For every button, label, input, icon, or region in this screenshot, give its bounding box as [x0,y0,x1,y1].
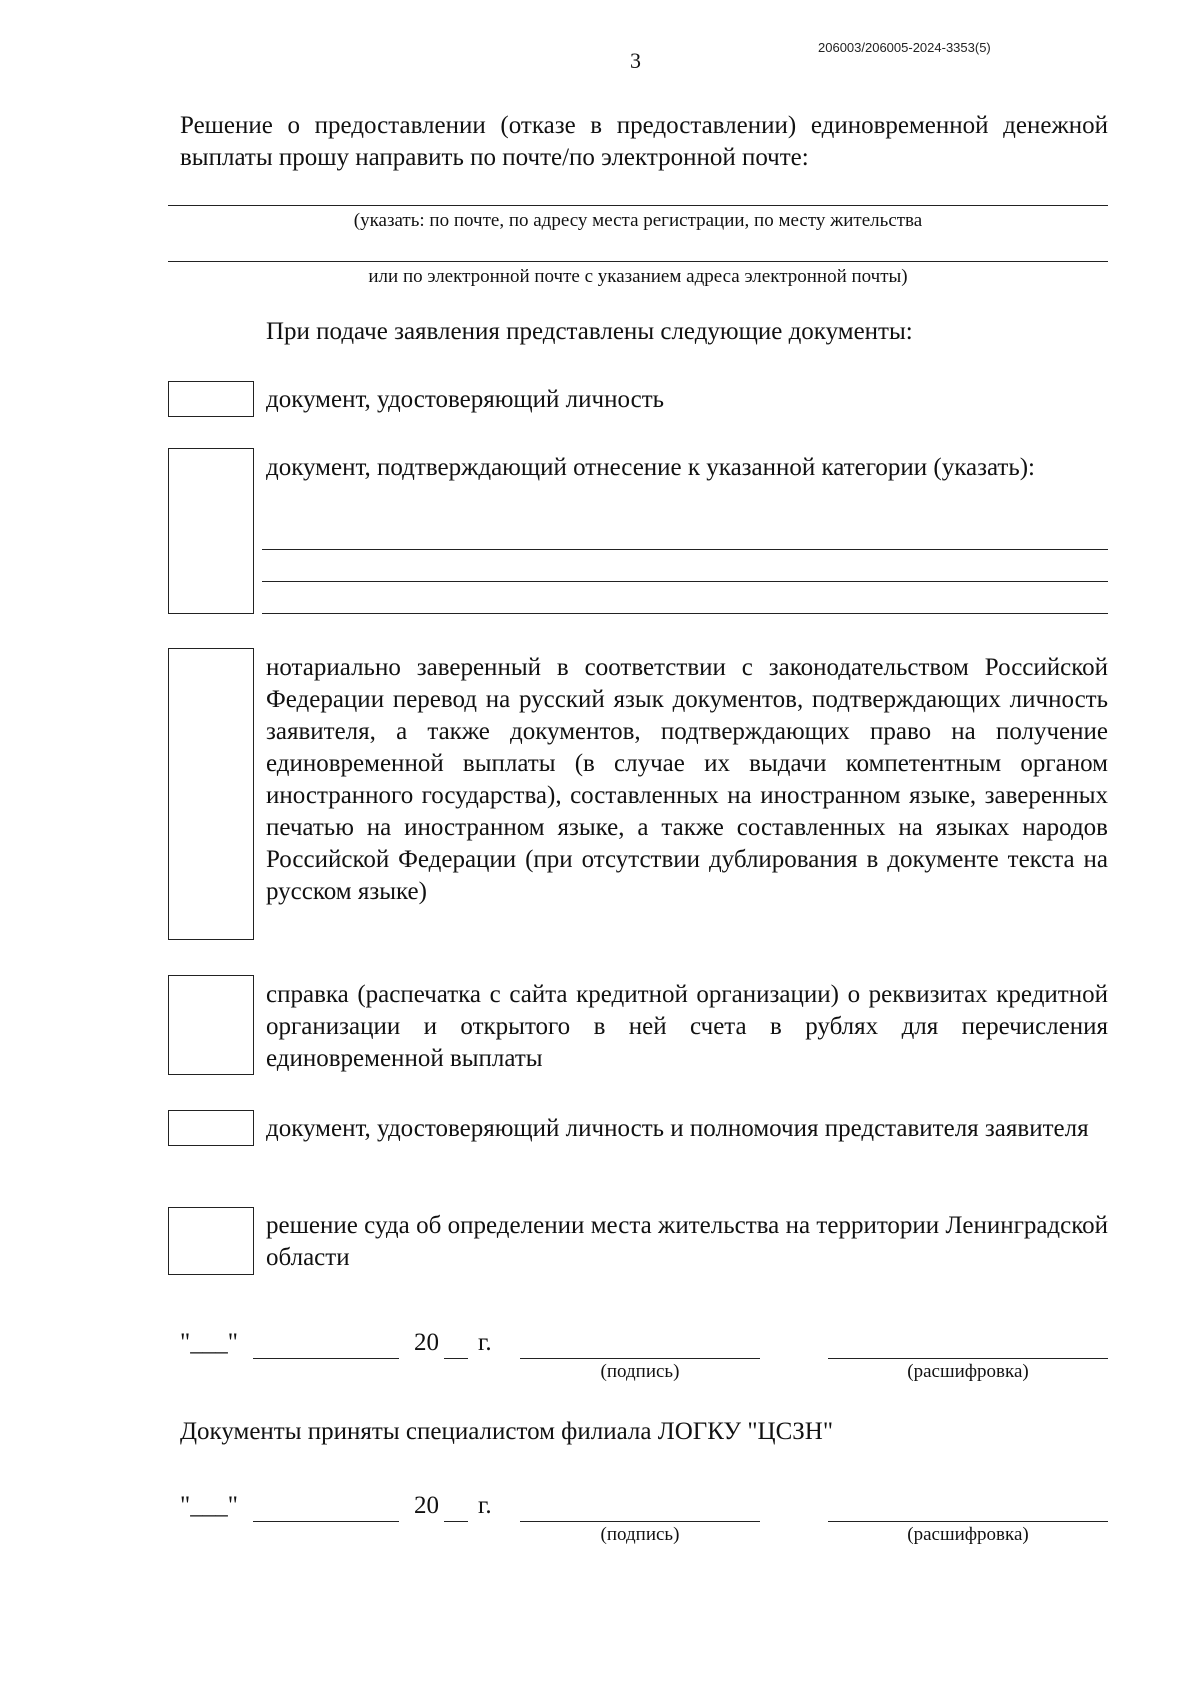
signature-line[interactable] [520,1358,760,1359]
signature-line-2[interactable] [520,1521,760,1522]
date-month-line-2[interactable] [253,1521,399,1522]
item-representative-document: документ, удостоверяющий личность и полномочия представителя заявителя [266,1115,1089,1142]
date-month-line[interactable] [253,1358,399,1359]
checkbox-identity-document[interactable] [168,381,254,417]
category-line-3[interactable] [262,613,1108,614]
decoding-line-2[interactable] [828,1521,1108,1522]
date-year-suffix: г. [478,1329,492,1356]
date-year-prefix-2: 20 [414,1492,439,1519]
date-year-prefix: 20 [414,1329,439,1356]
delivery-hint-2: или по электронной почте с указанием адреса электронной почты) [368,266,908,287]
delivery-request-text: Решение о предоставлении (отказе в предоставлении) единовременной денежной выплаты прошу направить по почте/по электронной почте: [180,112,1108,171]
decoding-label-2: (расшифровка) [907,1524,1029,1545]
item-court-decision: решение суда об определении места жительства на территории Ленинградской области [266,1212,1108,1271]
item-bank-details: справка (распечатка с сайта кредитной организации) о реквизитах кредитной организации и открытого в ней счета в рублях для перечисления единовременной выплаты [266,981,1108,1072]
date-year-suffix-2: г. [478,1492,492,1519]
checkbox-category-document[interactable] [168,448,254,614]
item-identity-document: документ, удостоверяющий личность [266,386,665,413]
delivery-hint-1: (указать: по почте, по адресу места регистрации, по месту жительства [353,210,923,231]
date-day-quotes-2: "___" [180,1492,238,1519]
date-year-line-2[interactable] [444,1521,468,1522]
checkbox-notarized-translation[interactable] [168,648,254,940]
item-category-document: документ, подтверждающий отнесение к указанной категории (указать): [266,454,1036,481]
decoding-line[interactable] [828,1358,1108,1359]
delivery-line-2[interactable] [168,261,1108,262]
documents-heading: При подаче заявления представлены следующие документы: [266,318,913,345]
category-line-1[interactable] [262,549,1108,550]
decoding-label: (расшифровка) [907,1361,1029,1382]
accepted-by-text: Документы приняты специалистом филиала ЛОГКУ "ЦСЗН" [180,1418,834,1445]
date-year-line[interactable] [444,1358,468,1359]
date-day-quotes: "___" [180,1329,238,1356]
delivery-line-1[interactable] [168,205,1108,206]
signature-label-2: (подпись) [600,1524,680,1545]
category-line-2[interactable] [262,581,1108,582]
checkbox-bank-details[interactable] [168,975,254,1075]
signature-label: (подпись) [600,1361,680,1382]
page-number: 3 [630,48,641,73]
document-number: 206003/206005-2024-3353(5) [818,40,991,55]
checkbox-representative-document[interactable] [168,1110,254,1146]
checkbox-court-decision[interactable] [168,1207,254,1275]
item-notarized-translation: нотариально заверенный в соответствии с законодательством Российской Федерации перевод на русский язык документов, подтверждающих личность заявителя, а также документов, подтверждающих право на получение единовременной выплаты (в случае их выдачи компетентным органом иностранного государства), составленных на иностранном языке, заверенных печатью на иностранном языке, а также составленных на языках народов Российской Федерации (при отсутствии дублирования в документе текста на русском языке) [266,654,1108,905]
